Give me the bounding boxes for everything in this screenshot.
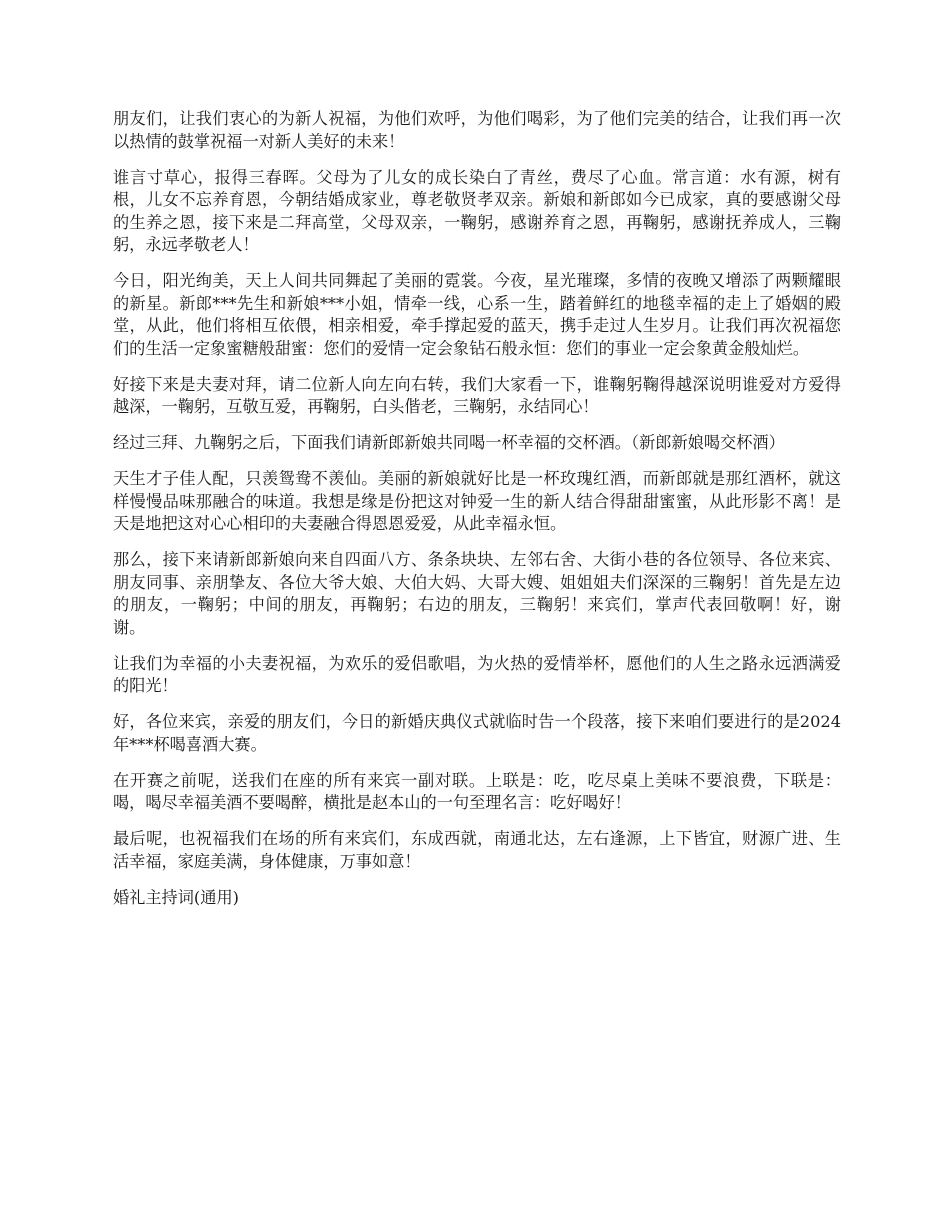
paragraph: 最后呢，也祝福我们在场的所有来宾们，东成西就，南通北达，左右逢源，上下皆宜，财源广进、生活幸福，家庭美满，身体健康，万事如意！ bbox=[113, 829, 841, 871]
paragraph: 朋友们，让我们衷心的为新人祝福，为他们欢呼，为他们喝彩，为了他们完美的结合，让我们再一次以热情的鼓掌祝福一对新人美好的未来！ bbox=[113, 109, 841, 151]
paragraph: 好接下来是夫妻对拜，请二位新人向左向右转，我们大家看一下，谁鞠躬鞠得越深说明谁爱对方爱得越深，一鞠躬，互敬互爱，再鞠躬，白头偕老，三鞠躬，永结同心！ bbox=[113, 374, 841, 416]
paragraph: 谁言寸草心，报得三春晖。父母为了儿女的成长染白了青丝，费尽了心血。常言道：水有源，树有根，儿女不忘养育恩，今朝结婚成家业，尊老敬贤孝双亲。新娘和新郎如今已成家，真的要感谢父母的生养之恩，接下来是二拜高堂，父母双亲，一鞠躬，感谢养育之恩，再鞠躬，感谢抚养成人，三鞠躬，永远孝敬老人！ bbox=[113, 167, 841, 254]
document-title-footer: 婚礼主持词(通用) bbox=[113, 887, 239, 907]
paragraph: 天生才子佳人配，只羡鸳鸯不羡仙。美丽的新娘就好比是一杯玫瑰红酒，而新郎就是那红酒杯，就这样慢慢品味那融合的味道。我想是缘是份把这对钟爱一生的新人结合得甜甜蜜蜜，从此形影不离！是天是地把这对心心相印的夫妻融合得恩恩爱爱，从此幸福永恒。 bbox=[113, 469, 841, 533]
paragraph: 今日，阳光绚美，天上人间共同舞起了美丽的霓裳。今夜，星光璀璨，多情的夜晚又增添了两颗耀眼的新星。新郎***先生和新娘***小姐，情牵一线，心系一生，踏着鲜红的地毯幸福的走上了婚姻的殿堂，从此，他们将相互依偎，相亲相爱，牵手撑起爱的蓝天，携手走过人生岁月。让我们再次祝福您们的生活一定象蜜糖般甜蜜：您们的爱情一定会象钻石般永恒：您们的事业一定会象黄金般灿烂。 bbox=[113, 271, 841, 358]
paragraph: 让我们为幸福的小夫妻祝福，为欢乐的爱侣歌唱，为火热的爱情举杯，愿他们的人生之路永远洒满爱的阳光！ bbox=[113, 653, 841, 695]
paragraph: 那么，接下来请新郎新娘向来自四面八方、条条块块、左邻右舍、大街小巷的各位领导、各位来宾、朋友同事、亲朋挚友、各位大爷大娘、大伯大妈、大哥大嫂、姐姐姐夫们深深的三鞠躬！首先是左边的朋友，一鞠躬；中间的朋友，再鞠躬；右边的朋友，三鞠躬！来宾们，掌声代表回敬啊！好，谢谢。 bbox=[113, 550, 841, 637]
document-body bbox=[113, 108, 841, 923]
paragraph: 好，各位来宾，亲爱的朋友们，今日的新婚庆典仪式就临时告一个段落，接下来咱们要进行的是2024年***杯喝喜酒大赛。 bbox=[113, 712, 841, 754]
paragraph: 在开赛之前呢，送我们在座的所有来宾一副对联。上联是：吃，吃尽桌上美味不要浪费，下联是：喝，喝尽幸福美酒不要喝醉，横批是赵本山的一句至理名言：吃好喝好！ bbox=[113, 770, 841, 812]
paragraph: 经过三拜、九鞠躬之后，下面我们请新郎新娘共同喝一杯幸福的交杯酒。（新郎新娘喝交杯酒） bbox=[113, 433, 785, 452]
